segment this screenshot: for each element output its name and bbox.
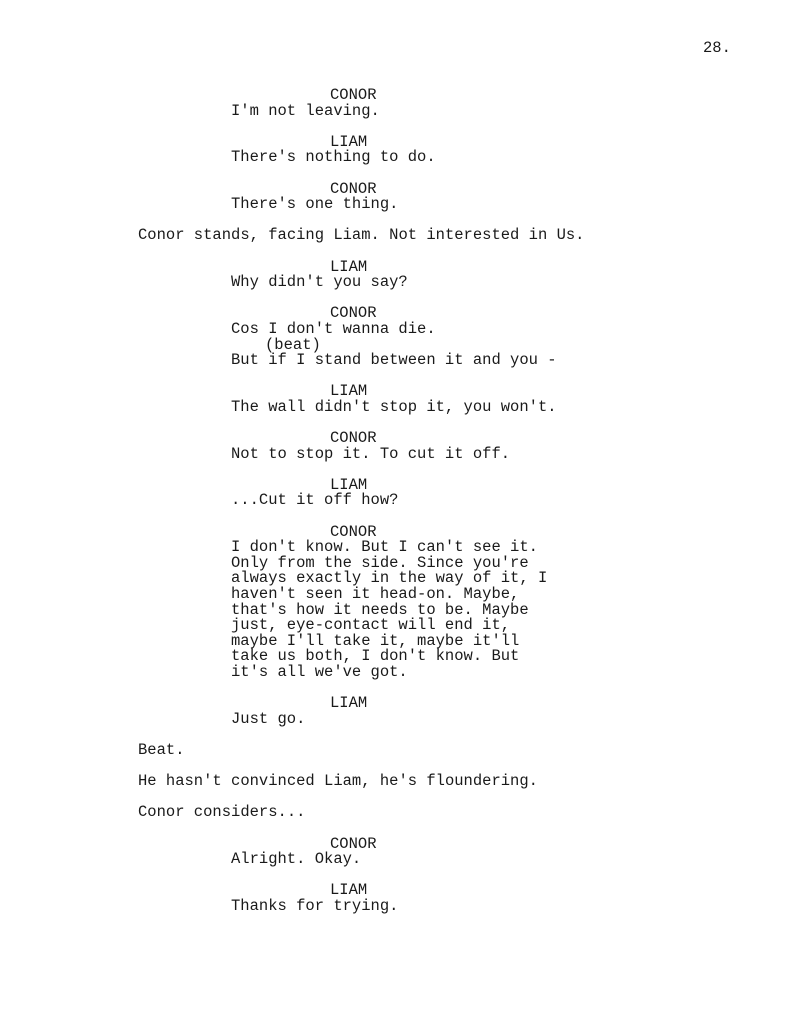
character-name: CONOR <box>330 429 377 448</box>
character-name: CONOR <box>330 522 377 541</box>
dialogue-line: There's one thing. <box>231 195 399 214</box>
dialogue-line: just, eye-contact will end it, <box>231 616 511 635</box>
character-name: LIAM <box>330 257 368 276</box>
dialogue-line: I'm not leaving. <box>231 101 380 120</box>
character-name: LIAM <box>330 881 368 900</box>
dialogue-line: Only from the side. Since you're <box>231 553 529 572</box>
character-name: LIAM <box>330 382 368 401</box>
dialogue-block <box>0 384 797 415</box>
dialogue-line: it's all we've got. <box>231 662 408 681</box>
dialogue-block <box>0 522 797 681</box>
action-line: Conor considers... <box>138 803 306 822</box>
dialogue-line: Why didn't you say? <box>231 273 408 292</box>
dialogue-line: There's nothing to do. <box>231 148 436 167</box>
dialogue-block <box>0 257 797 292</box>
character-name: LIAM <box>330 132 368 151</box>
dialogue-line: Thanks for trying. <box>231 896 399 915</box>
character-name: LIAM <box>330 694 368 713</box>
dialogue-line: haven't seen it head-on. Maybe, <box>231 585 520 603</box>
dialogue-line: maybe I'll take it, maybe it'll <box>231 631 520 650</box>
action-block <box>0 774 797 790</box>
dialogue-block <box>0 306 797 368</box>
dialogue-line: The wall didn't stop it, you won't. <box>231 397 557 416</box>
action-block <box>0 805 797 821</box>
action-line: Beat. <box>138 740 185 759</box>
dialogue-line: But if I stand between it and you - <box>231 351 557 370</box>
script-content <box>0 88 797 930</box>
dialogue-block <box>0 834 797 869</box>
character-name: CONOR <box>330 86 377 104</box>
dialogue-block <box>0 431 797 462</box>
dialogue-line: always exactly in the way of it, I <box>231 569 548 588</box>
dialogue-block <box>0 88 797 119</box>
dialogue-line: that's how it needs to be. Maybe <box>231 600 529 619</box>
dialogue-block <box>0 179 797 214</box>
dialogue-line: Just go. <box>231 709 306 728</box>
action-line: He hasn't convinced Liam, he's floundering. <box>138 772 538 791</box>
dialogue-block <box>0 696 797 727</box>
dialogue-line: ...Cut it off how? <box>231 491 399 510</box>
dialogue-block <box>0 475 797 510</box>
action-line: Conor stands, facing Liam. Not interested in Us. <box>138 226 585 245</box>
page-number: 28. <box>703 39 731 57</box>
dialogue-line: I don't know. But I can't see it. <box>231 538 538 557</box>
action-block <box>0 740 797 759</box>
dialogue-line: Not to stop it. To cut it off. <box>231 444 511 463</box>
character-name: CONOR <box>330 834 377 853</box>
dialogue-block <box>0 132 797 167</box>
character-name: LIAM <box>330 475 368 494</box>
parenthetical: (beat) <box>265 335 321 354</box>
dialogue-line: Alright. Okay. <box>231 850 362 869</box>
character-name: CONOR <box>330 304 377 323</box>
dialogue-line: take us both, I don't know. But <box>231 647 520 666</box>
character-name: CONOR <box>330 179 377 198</box>
action-block <box>0 228 797 244</box>
dialogue-line: Cos I don't wanna die. <box>231 319 436 338</box>
dialogue-block <box>0 883 797 914</box>
